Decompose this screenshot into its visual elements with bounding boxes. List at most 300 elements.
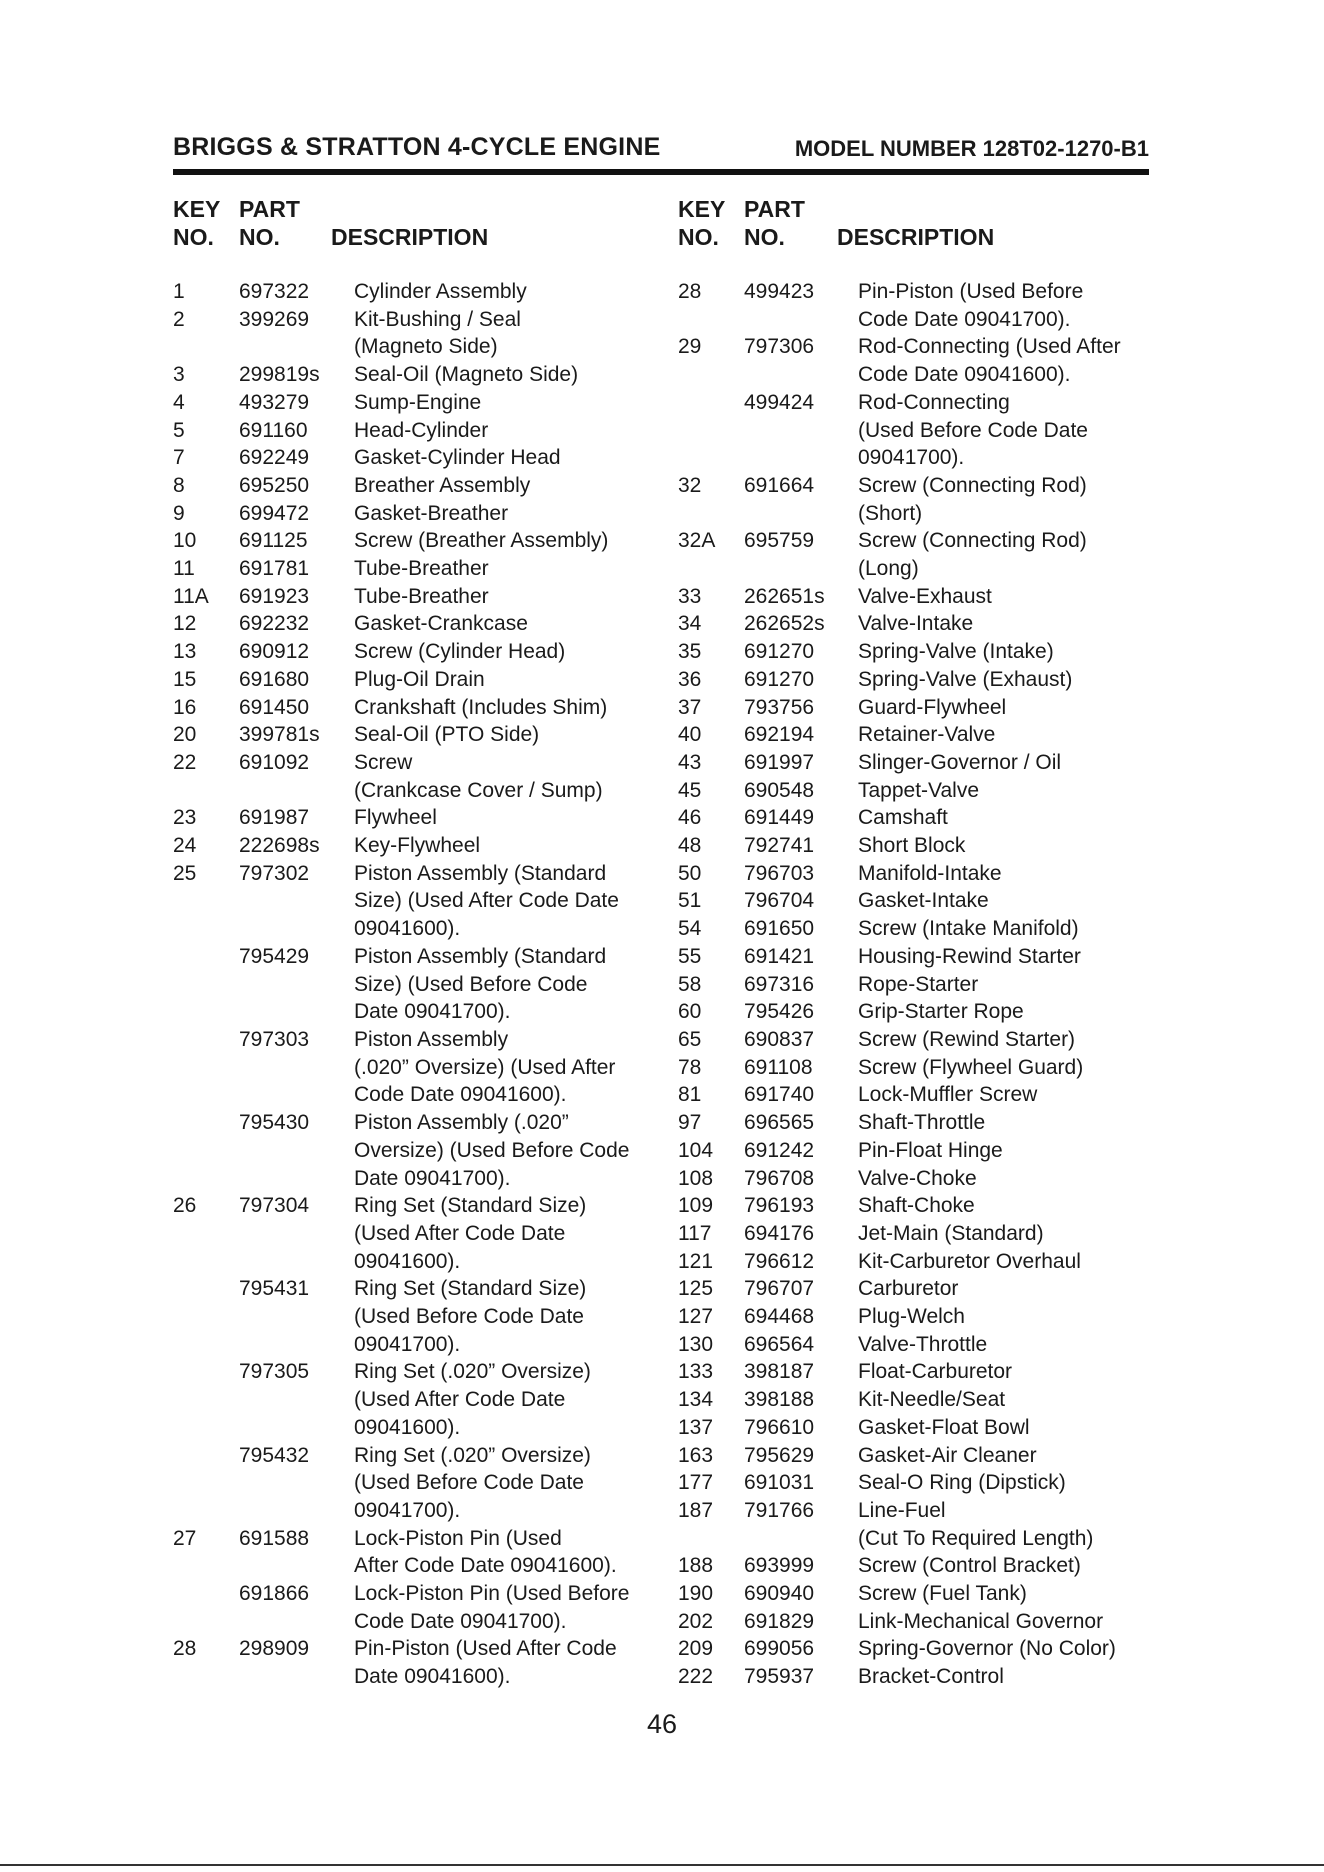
part-number: 298909: [239, 1637, 310, 1661]
key-number: 50: [678, 861, 702, 885]
description-line: Rod-Connecting: [858, 390, 1010, 414]
key-number: 36: [678, 667, 702, 691]
parts-column-right: [678, 195, 1158, 1695]
description-line: Camshaft: [858, 806, 948, 830]
table-row: [173, 1635, 663, 1690]
part-description: [354, 1192, 663, 1275]
table-row: [678, 1497, 1158, 1552]
table-row: [678, 1414, 1158, 1442]
part-description: [354, 1580, 663, 1635]
part-number: 795937: [744, 1665, 815, 1689]
part-number: 695250: [239, 473, 310, 497]
page-header: [173, 133, 1149, 175]
description-line: Screw: [354, 750, 413, 774]
part-number: 797303: [239, 1027, 310, 1051]
key-number: 34: [678, 612, 702, 636]
key-number: 29: [678, 335, 702, 359]
part-description: [858, 1442, 1158, 1470]
description-line: Kit-Bushing / Seal: [354, 307, 521, 331]
parts-column-left: [173, 195, 663, 1695]
description-line: Rope-Starter: [858, 972, 979, 996]
description-line: Lock-Muffler Screw: [858, 1083, 1038, 1107]
key-no-header: KEY NO.: [173, 196, 221, 250]
table-row: [678, 472, 1158, 527]
table-row: [678, 1026, 1158, 1054]
part-number: 694176: [744, 1221, 815, 1245]
description-line: Guard-Flywheel: [858, 695, 1007, 719]
table-row: [678, 1275, 1158, 1303]
description-line: Piston Assembly (.020”: [354, 1111, 569, 1135]
table-row: [678, 1165, 1158, 1193]
part-number: 691664: [744, 473, 815, 497]
part-number: 222698s: [239, 834, 320, 858]
part-description: [354, 1358, 663, 1441]
description-line: Size) (Used After Code Date: [354, 889, 619, 913]
part-number: 795430: [239, 1111, 310, 1135]
description-line: Valve-Choke: [858, 1166, 977, 1190]
key-number: 133: [678, 1360, 714, 1384]
description-line: Plug-Welch: [858, 1305, 965, 1329]
table-row: [173, 527, 663, 555]
key-number: 23: [173, 806, 197, 830]
description-line: Gasket-Cylinder Head: [354, 446, 561, 470]
part-description: [858, 971, 1158, 999]
part-number: 795431: [239, 1277, 310, 1301]
part-description: [354, 832, 663, 860]
description-line: Housing-Rewind Starter: [858, 944, 1081, 968]
part-description: [858, 1303, 1158, 1331]
key-number: 55: [678, 944, 702, 968]
description-line: Piston Assembly (Standard: [354, 861, 607, 885]
description-header: DESCRIPTION: [331, 224, 489, 250]
part-number: 691997: [744, 750, 815, 774]
part-description: [858, 1331, 1158, 1359]
key-number: 5: [173, 418, 185, 442]
key-number: 8: [173, 473, 185, 497]
part-description: [858, 1165, 1158, 1193]
description-line: Code Date 09041600).: [354, 1083, 567, 1107]
key-number: 78: [678, 1055, 702, 1079]
part-number: 693999: [744, 1554, 815, 1578]
description-line: Ring Set (Standard Size): [354, 1194, 587, 1218]
part-number: 792741: [744, 834, 815, 858]
description-line: (Used Before Code Date: [354, 1305, 584, 1329]
table-row: [678, 749, 1158, 777]
part-description: [858, 1109, 1158, 1137]
part-description: [354, 527, 663, 555]
table-row: [173, 1525, 663, 1580]
table-row: [678, 1192, 1158, 1220]
description-line: 09041700).: [354, 1498, 461, 1522]
part-number: 697316: [744, 972, 815, 996]
part-description: [354, 306, 663, 361]
description-line: Plug-Oil Drain: [354, 667, 485, 691]
part-number: 795426: [744, 1000, 815, 1024]
part-number: 691650: [744, 917, 815, 941]
part-number: 694468: [744, 1305, 815, 1329]
part-number: 691160: [239, 418, 308, 442]
table-row: [678, 1580, 1158, 1608]
table-row: [173, 860, 663, 943]
part-description: [858, 860, 1158, 888]
part-number: 697322: [239, 280, 310, 303]
part-description: [858, 887, 1158, 915]
description-line: Ring Set (.020” Oversize): [354, 1360, 591, 1384]
part-description: [858, 1192, 1158, 1220]
part-number: 796612: [744, 1249, 815, 1273]
description-line: (Magneto Side): [354, 335, 498, 359]
part-number: 699472: [239, 501, 310, 525]
description-line: Key-Flywheel: [354, 834, 481, 858]
table-row: [678, 1386, 1158, 1414]
key-number: 117: [678, 1221, 712, 1245]
table-row: [173, 749, 663, 804]
table-row: [173, 1442, 663, 1525]
part-number: 399781s: [239, 723, 320, 747]
description-line: Shaft-Throttle: [858, 1111, 986, 1135]
description-line: Line-Fuel: [858, 1498, 946, 1522]
key-number: 32A: [678, 529, 716, 553]
key-number: 33: [678, 584, 702, 608]
part-number: 691781: [239, 557, 310, 581]
description-line: Rod-Connecting (Used After: [858, 335, 1121, 359]
part-description: [858, 1220, 1158, 1248]
part-number: 796707: [744, 1277, 815, 1301]
part-number: 690912: [239, 640, 310, 664]
key-number: 188: [678, 1554, 714, 1578]
description-line: Lock-Piston Pin (Used: [354, 1526, 562, 1550]
part-number: 795629: [744, 1443, 815, 1467]
key-number: 27: [173, 1526, 197, 1550]
description-line: (Used After Code Date: [354, 1221, 566, 1245]
part-description: [858, 666, 1158, 694]
part-description: [354, 389, 663, 417]
part-number: 796703: [744, 861, 815, 885]
part-description: [858, 1358, 1158, 1386]
part-description: [858, 527, 1158, 582]
table-row: [678, 1081, 1158, 1109]
bottom-divider: [0, 1864, 1324, 1866]
table-row: [678, 1635, 1158, 1663]
table-row: [173, 694, 663, 722]
table-row: [173, 721, 663, 749]
key-number: 81: [678, 1083, 702, 1107]
description-line: Screw (Connecting Rod): [858, 473, 1087, 497]
key-number: 130: [678, 1332, 714, 1356]
part-description: [858, 1497, 1158, 1552]
key-number: 10: [173, 529, 197, 553]
table-row: [678, 721, 1158, 749]
description-line: Bracket-Control: [858, 1665, 1004, 1689]
part-number: 797302: [239, 861, 310, 885]
part-description: [858, 1275, 1158, 1303]
description-line: Short Block: [858, 834, 966, 858]
description-line: Cylinder Assembly: [354, 280, 527, 303]
description-line: (Used Before Code Date: [354, 1471, 584, 1495]
description-line: (Crankcase Cover / Sump): [354, 778, 603, 802]
key-number: 7: [173, 446, 185, 470]
table-row: [173, 583, 663, 611]
key-number: 109: [678, 1194, 714, 1218]
description-line: (Cut To Required Length): [858, 1526, 1094, 1550]
description-line: Piston Assembly: [354, 1027, 509, 1051]
description-line: Tappet-Valve: [858, 778, 980, 802]
description-line: Screw (Cylinder Head): [354, 640, 566, 664]
key-number: 20: [173, 723, 197, 747]
table-row: [173, 500, 663, 528]
part-number: 692249: [239, 446, 310, 470]
key-number: 202: [678, 1609, 714, 1633]
description-line: Date 09041600).: [354, 1665, 511, 1689]
table-row: [678, 971, 1158, 999]
part-description: [354, 472, 663, 500]
part-description: [858, 998, 1158, 1026]
table-row: [173, 1026, 663, 1109]
part-description: [858, 777, 1158, 805]
part-number: 795432: [239, 1443, 310, 1467]
part-number: 791766: [744, 1498, 815, 1522]
description-line: Ring Set (.020” Oversize): [354, 1443, 591, 1467]
description-line: Screw (Fuel Tank): [858, 1582, 1027, 1606]
part-number: 797305: [239, 1360, 310, 1384]
part-number: 499424: [744, 390, 815, 414]
table-row: [173, 472, 663, 500]
key-number: 163: [678, 1443, 714, 1467]
description-line: Seal-O Ring (Dipstick): [858, 1471, 1066, 1495]
part-number: 796704: [744, 889, 815, 913]
part-description: [354, 361, 663, 389]
table-row: [173, 278, 663, 306]
part-number: 692232: [239, 612, 310, 636]
description-line: Code Date 09041600).: [858, 363, 1071, 387]
description-line: Valve-Exhaust: [858, 584, 992, 608]
description-line: Screw (Control Bracket): [858, 1554, 1081, 1578]
part-number: 399269: [239, 307, 310, 331]
part-number: 691588: [239, 1526, 310, 1550]
description-line: 09041600).: [354, 1249, 461, 1273]
description-header: DESCRIPTION: [837, 224, 995, 250]
model-number: MODEL NUMBER 128T02-1270-B1: [794, 136, 1149, 161]
part-description: [858, 1026, 1158, 1054]
part-description: [354, 721, 663, 749]
description-line: Kit-Needle/Seat: [858, 1388, 1006, 1412]
part-number: 691987: [239, 806, 310, 830]
part-description: [858, 915, 1158, 943]
table-row: [678, 666, 1158, 694]
table-row: [678, 915, 1158, 943]
table-row: [173, 555, 663, 583]
description-line: Oversize) (Used Before Code: [354, 1138, 630, 1162]
description-line: (Short): [858, 501, 923, 525]
part-number: 691125: [239, 529, 308, 553]
part-description: [858, 610, 1158, 638]
table-row: [678, 998, 1158, 1026]
part-description: [858, 389, 1158, 472]
part-number: 793756: [744, 695, 815, 719]
key-number: 177: [678, 1471, 714, 1495]
table-row: [678, 610, 1158, 638]
part-description: [354, 1635, 663, 1690]
table-row: [173, 389, 663, 417]
part-number: 691740: [744, 1083, 815, 1107]
key-number: 134: [678, 1388, 714, 1412]
description-line: Screw (Connecting Rod): [858, 529, 1087, 553]
key-number: 37: [678, 695, 702, 719]
part-number: 691092: [239, 750, 310, 774]
table-row: [173, 1580, 663, 1635]
part-number: 299819s: [239, 363, 320, 387]
table-row: [678, 1137, 1158, 1165]
table-row: [678, 278, 1158, 333]
key-number: 22: [173, 750, 197, 774]
part-description: [858, 1580, 1158, 1608]
page-title: BRIGGS & STRATTON 4-CYCLE ENGINE: [173, 133, 661, 161]
key-number: 45: [678, 778, 702, 802]
description-line: Seal-Oil (Magneto Side): [354, 363, 579, 387]
description-line: Tube-Breather: [354, 557, 489, 581]
part-description: [858, 1137, 1158, 1165]
part-description: [354, 638, 663, 666]
table-row: [678, 583, 1158, 611]
part-number: 691450: [239, 695, 310, 719]
parts-list-left: [173, 278, 663, 1691]
description-line: Slinger-Governor / Oil: [858, 750, 1062, 774]
key-number: 43: [678, 750, 702, 774]
description-line: Screw (Flywheel Guard): [858, 1055, 1084, 1079]
description-line: Date 09041700).: [354, 1166, 511, 1190]
table-row: [173, 1109, 663, 1192]
description-line: Gasket-Intake: [858, 889, 989, 913]
part-no-header: PART NO.: [239, 196, 300, 250]
key-number: 222: [678, 1665, 714, 1689]
description-line: Screw (Intake Manifold): [858, 917, 1079, 941]
key-number: 9: [173, 501, 185, 525]
part-description: [858, 1414, 1158, 1442]
part-number: 691270: [744, 667, 815, 691]
description-line: Code Date 09041700).: [354, 1609, 567, 1633]
description-line: Gasket-Float Bowl: [858, 1415, 1030, 1439]
part-number: 796193: [744, 1194, 815, 1218]
table-row: [173, 417, 663, 445]
table-row: [678, 638, 1158, 666]
description-line: Sump-Engine: [354, 390, 482, 414]
part-number: 691866: [239, 1582, 310, 1606]
key-number: 97: [678, 1111, 702, 1135]
key-number: 127: [678, 1305, 714, 1329]
table-row: [678, 1220, 1158, 1248]
table-row: [173, 1192, 663, 1275]
part-description: [354, 1026, 663, 1109]
key-number: 40: [678, 723, 702, 747]
table-row: [173, 444, 663, 472]
table-row: [678, 887, 1158, 915]
description-line: Gasket-Air Cleaner: [858, 1443, 1037, 1467]
description-line: Date 09041700).: [354, 1000, 511, 1024]
key-number: 13: [173, 640, 197, 664]
part-number: 690837: [744, 1027, 815, 1051]
key-number: 32: [678, 473, 702, 497]
key-number: 121: [678, 1249, 714, 1273]
table-row: [173, 804, 663, 832]
table-row: [678, 527, 1158, 582]
key-number: 26: [173, 1194, 197, 1218]
part-number: 690940: [744, 1582, 815, 1606]
key-number: 12: [173, 612, 197, 636]
key-number: 4: [173, 390, 185, 414]
description-line: (.020” Oversize) (Used After: [354, 1055, 616, 1079]
part-description: [354, 804, 663, 832]
part-description: [354, 749, 663, 804]
part-description: [354, 860, 663, 943]
key-number: 11A: [173, 584, 209, 608]
table-row: [678, 1331, 1158, 1359]
description-line: Valve-Intake: [858, 612, 974, 636]
part-number: 398188: [744, 1388, 815, 1412]
description-line: Pin-Piston (Used Before: [858, 280, 1084, 303]
key-number: 1: [173, 280, 185, 303]
description-line: Seal-Oil (PTO Side): [354, 723, 540, 747]
description-line: Retainer-Valve: [858, 723, 996, 747]
part-description: [858, 804, 1158, 832]
key-number: 187: [678, 1498, 714, 1522]
description-line: Spring-Valve (Intake): [858, 640, 1054, 664]
part-description: [858, 1608, 1158, 1636]
table-row: [678, 694, 1158, 722]
part-number: 691680: [239, 667, 310, 691]
table-row: [173, 1275, 663, 1358]
key-number: 51: [678, 889, 702, 913]
table-row: [678, 804, 1158, 832]
part-description: [858, 943, 1158, 971]
part-description: [354, 694, 663, 722]
key-number: 46: [678, 806, 702, 830]
part-description: [858, 278, 1158, 333]
description-line: Float-Carburetor: [858, 1360, 1013, 1384]
part-description: [858, 638, 1158, 666]
key-number: 65: [678, 1027, 702, 1051]
key-number: 137: [678, 1415, 714, 1439]
part-number: 691923: [239, 584, 310, 608]
description-line: Carburetor: [858, 1277, 959, 1301]
description-line: Screw (Rewind Starter): [858, 1027, 1076, 1051]
part-description: [858, 1248, 1158, 1276]
table-row: [678, 1054, 1158, 1082]
description-line: Breather Assembly: [354, 473, 531, 497]
key-number: 25: [173, 861, 197, 885]
table-row: [678, 1303, 1158, 1331]
part-number: 690548: [744, 778, 815, 802]
key-number: 58: [678, 972, 702, 996]
part-description: [858, 1054, 1158, 1082]
key-number: 104: [678, 1138, 714, 1162]
part-description: [858, 583, 1158, 611]
part-description: [858, 721, 1158, 749]
key-number: 190: [678, 1582, 714, 1606]
part-description: [354, 943, 663, 1026]
description-line: Shaft-Choke: [858, 1194, 975, 1218]
part-number: 797306: [744, 335, 815, 359]
description-line: Grip-Starter Rope: [858, 1000, 1024, 1024]
part-number: 691421: [744, 944, 815, 968]
part-number: 795429: [239, 944, 310, 968]
part-description: [354, 444, 663, 472]
table-row: [678, 333, 1158, 388]
description-line: After Code Date 09041600).: [354, 1554, 617, 1578]
part-number: 493279: [239, 390, 310, 414]
description-line: Link-Mechanical Governor: [858, 1609, 1104, 1633]
part-number: 262651s: [744, 584, 825, 608]
part-number: 262652s: [744, 612, 825, 636]
